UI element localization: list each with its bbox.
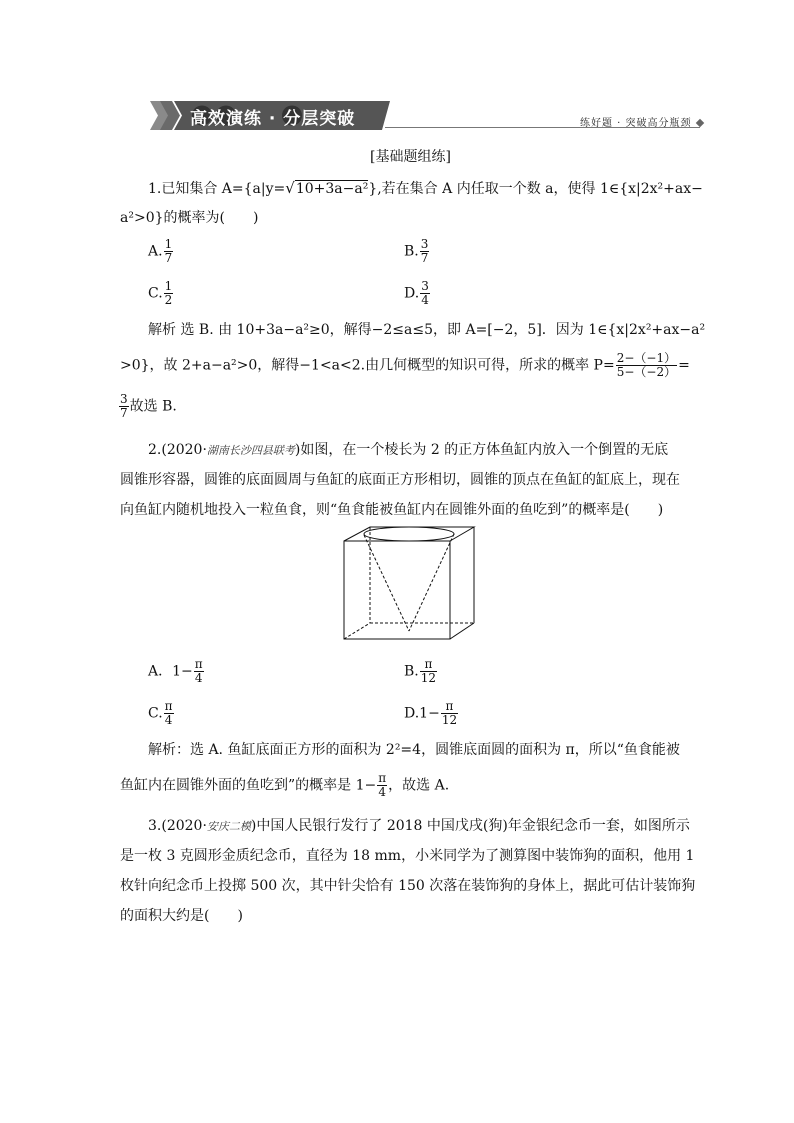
q3-line3: 枚针向纪念币上投掷 500 次，其中针尖恰有 150 次落在装饰狗的身体上，据此可估计装饰狗 <box>120 878 696 894</box>
q3-source: 安庆二模 <box>206 820 251 833</box>
q2-solution-line1: 解析：选 A. 鱼缸底面正方形的面积为 2²=4，圆锥底面圆的面积为 π，所以“鱼食能被 <box>148 742 680 758</box>
q2-option-b: B. $\frac{\pi}{12}$ <box>404 657 437 685</box>
q3-line4: 的面积大约是( ) <box>120 908 243 924</box>
q2-line1: 2.(2020·湖南长沙四县联考)如图，在一个棱长为 2 的正方体鱼缸内放入一个倒置的无底 <box>148 442 669 458</box>
q1-solution-line1: 解析 选 B. 由 10+3a−a²≥0，解得−2≤a≤5，即 A=[−2，5]．因为 1∈{x|2x²+ax−a² <box>148 322 706 338</box>
q1-line1: 1.已知集合 A={a|y=√10+3a−a²},若在集合 A 内任取一个数 a，使得 1∈{x|2x²+ax− <box>148 179 703 197</box>
q2-option-a: A．1− $\frac{\pi}{4}$ <box>148 657 203 685</box>
header-diamond-icon <box>696 119 704 127</box>
q2-line3: 向鱼缸内随机地投入一粒鱼食，则“鱼食能被鱼缸内在圆锥外面的鱼吃到”的概率是( ) <box>120 502 664 518</box>
q1-stem-a: 1.已知集合 A={a|y= <box>148 181 286 197</box>
cube-front-face <box>344 541 450 639</box>
q1-line2: a²>0}的概率为( ) <box>120 210 259 226</box>
header-slogan: 练好题 · 突破高分瓶颈 <box>580 118 692 129</box>
q1-stem-b: },若在集合 A 内任取一个数 a，使得 1∈{x|2x²+ax− <box>368 181 703 197</box>
header-banner-title: 高效演练 · 分层突破 <box>190 109 356 129</box>
q3-line1: 3.(2020·安庆二模)中国人民银行发行了 2018 中国戊戌(狗)年金银纪念币一套，如图所示 <box>148 818 690 834</box>
q2-line2: 圆锥形容器，圆锥的底面圆周与鱼缸的底面正方形相切，圆锥的顶点在鱼缸的缸底上，现在 <box>120 472 680 488</box>
cube-cone-figure <box>340 525 480 643</box>
section-title: [基础题组练] <box>370 149 451 165</box>
q2-option-d: D.1− $\frac{\pi}{12}$ <box>404 699 458 727</box>
q1-option-b: B. $\frac{3}{7}$ <box>404 237 429 265</box>
q2-source: 湖南长沙四县联考 <box>206 444 295 457</box>
q1-solution-line2: >0}，故 2+a−a²>0，解得−1<a<2.由几何概型的知识可得，所求的概率 P= $\frac{2-(-1)}{5-(-2)}$ = <box>120 351 690 379</box>
q1-radicand: 10+3a−a² <box>295 181 369 197</box>
cone-edge-left <box>364 535 409 631</box>
q1-solution-line3: $\frac{3}{7}$ 故选 B. <box>120 392 177 420</box>
cone-edge-right <box>409 534 454 631</box>
q1-option-d: D. $\frac{3}{4}$ <box>404 279 429 307</box>
cone-base-circle <box>364 527 454 541</box>
q1-option-a: A. $\frac{1}{7}$ <box>148 237 173 265</box>
q1-option-c: C. $\frac{1}{2}$ <box>148 279 173 307</box>
q2-option-c: C. $\frac{\pi}{4}$ <box>148 699 173 727</box>
q3-line2: 是一枚 3 克圆形金质纪念币，直径为 18 mm，小米同学为了测算图中装饰狗的面积，他用 1 <box>120 848 695 864</box>
q2-solution-line2: 鱼缸内在圆锥外面的鱼吃到”的概率是 1− $\frac{\pi}{4}$ ，故选 A. <box>120 771 450 799</box>
